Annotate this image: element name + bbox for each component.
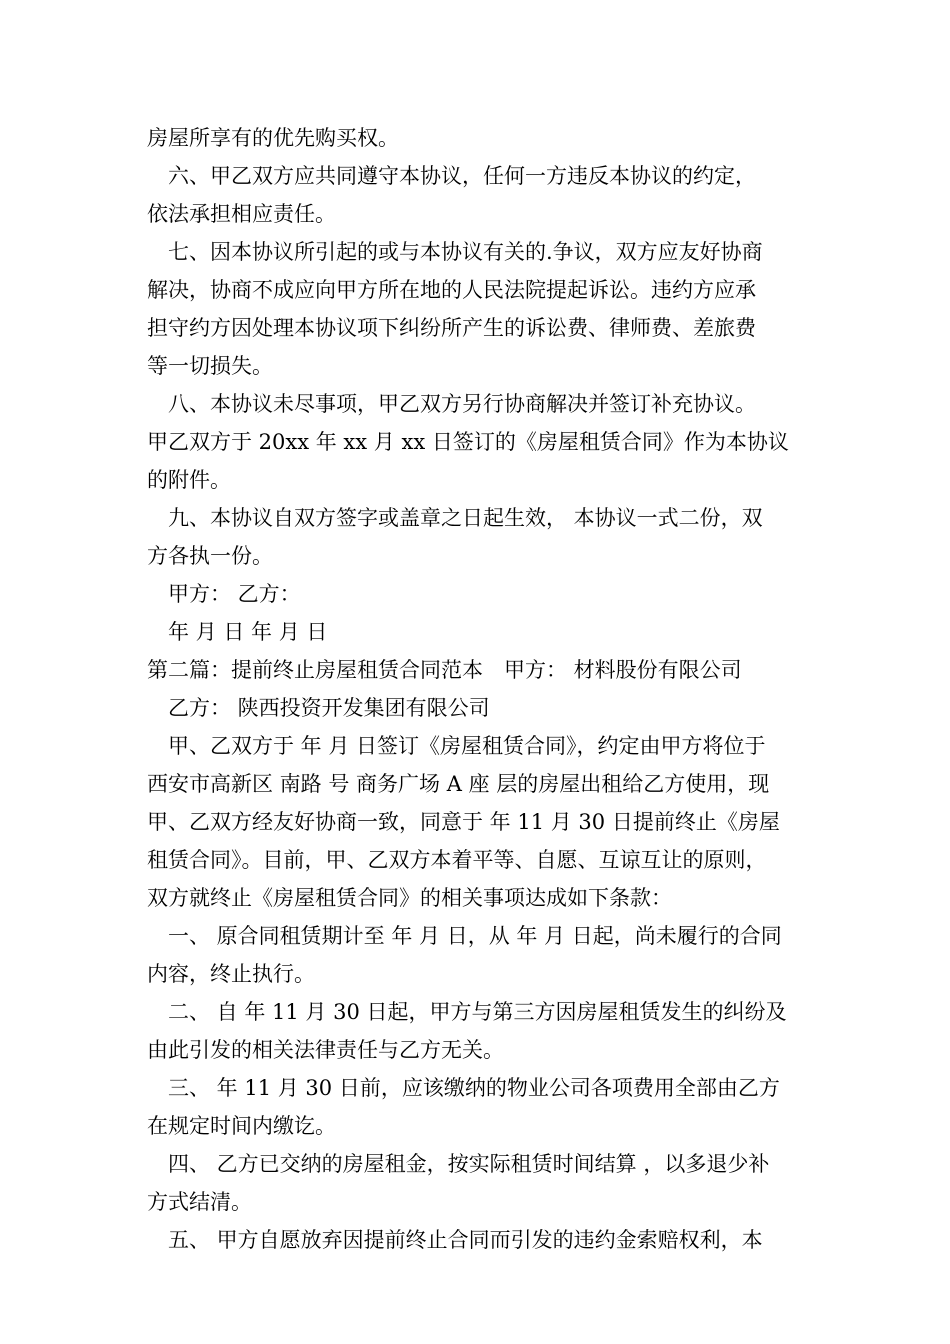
paragraph-line: 房屋所享有的优先购买权。 [147, 126, 399, 150]
paragraph-line: 六、甲乙双方应共同遵守本协议，任何一方违反本协议的约定， [168, 164, 756, 188]
paragraph-line: 四、 乙方已交纳的房屋租金，按实际租赁时间结算 ，以多退少补 [168, 1152, 770, 1176]
paragraph-line: 二、 自 年 11 月 30 日起，甲方与第三方因房屋租赁发生的纠纷及 [168, 1000, 787, 1024]
paragraph-line: 担守约方因处理本协议项下纠纷所产生的诉讼费、律师费、差旅费 [147, 316, 756, 340]
paragraph-line: 年 月 日 年 月 日 [168, 620, 328, 644]
paragraph-line: 甲、乙双方经友好协商一致，同意于 年 11 月 30 日提前终止《房屋 [147, 810, 780, 834]
paragraph-line: 在规定时间内缴讫。 [147, 1114, 336, 1138]
paragraph-line: 甲方： 乙方： [168, 582, 301, 606]
paragraph-line: 第二篇：提前终止房屋租赁合同范本 甲方： 材料股份有限公司 [147, 658, 742, 682]
paragraph-line: 由此引发的相关法律责任与乙方无关。 [147, 1038, 504, 1062]
paragraph-line: 租赁合同》。目前，甲、乙双方本着平等、自愿、互谅互让的原则， [147, 848, 767, 872]
paragraph-line: 等一切损失。 [147, 354, 273, 378]
paragraph-line: 一、 原合同租赁期计至 年 月 日，从 年 月 日起，尚未履行的合同 [168, 924, 782, 948]
paragraph-line: 方各执一份。 [147, 544, 273, 568]
document-body [147, 119, 827, 1259]
paragraph-line: 解决，协商不成应向甲方所在地的人民法院提起诉讼。违约方应承 [147, 278, 756, 302]
paragraph-line: 九、本协议自双方签字或盖章之日起生效， 本协议一式二份，双 [168, 506, 763, 530]
paragraph-line: 七、因本协议所引起的或与本协议有关的.争议，双方应友好协商 [168, 240, 763, 264]
paragraph-line: 乙方： 陕西投资开发集团有限公司 [168, 696, 490, 720]
paragraph-line: 西安市高新区 南路 号 商务广场 A 座 层的房屋出租给乙方使用，现 [147, 772, 770, 796]
paragraph-line: 八、本协议未尽事项，甲乙双方另行协商解决并签订补充协议。 [168, 392, 756, 416]
paragraph-line: 甲乙双方于 20xx 年 xx 月 xx 日签订的《房屋租赁合同》作为本协议 [147, 430, 789, 454]
paragraph-line: 三、 年 11 月 30 日前，应该缴纳的物业公司各项费用全部由乙方 [168, 1076, 780, 1100]
paragraph-line: 的附件。 [147, 468, 231, 492]
paragraph-line: 五、 甲方自愿放弃因提前终止合同而引发的违约金索赔权利，本 [168, 1228, 763, 1252]
paragraph-line: 方式结清。 [147, 1190, 252, 1214]
paragraph-line: 内容，终止执行。 [147, 962, 315, 986]
paragraph-line: 双方就终止《房屋租赁合同》的相关事项达成如下条款： [147, 886, 672, 910]
paragraph-line: 依法承担相应责任。 [147, 202, 336, 226]
paragraph-line: 甲、乙双方于 年 月 日签订《房屋租赁合同》，约定由甲方将位于 [168, 734, 766, 758]
